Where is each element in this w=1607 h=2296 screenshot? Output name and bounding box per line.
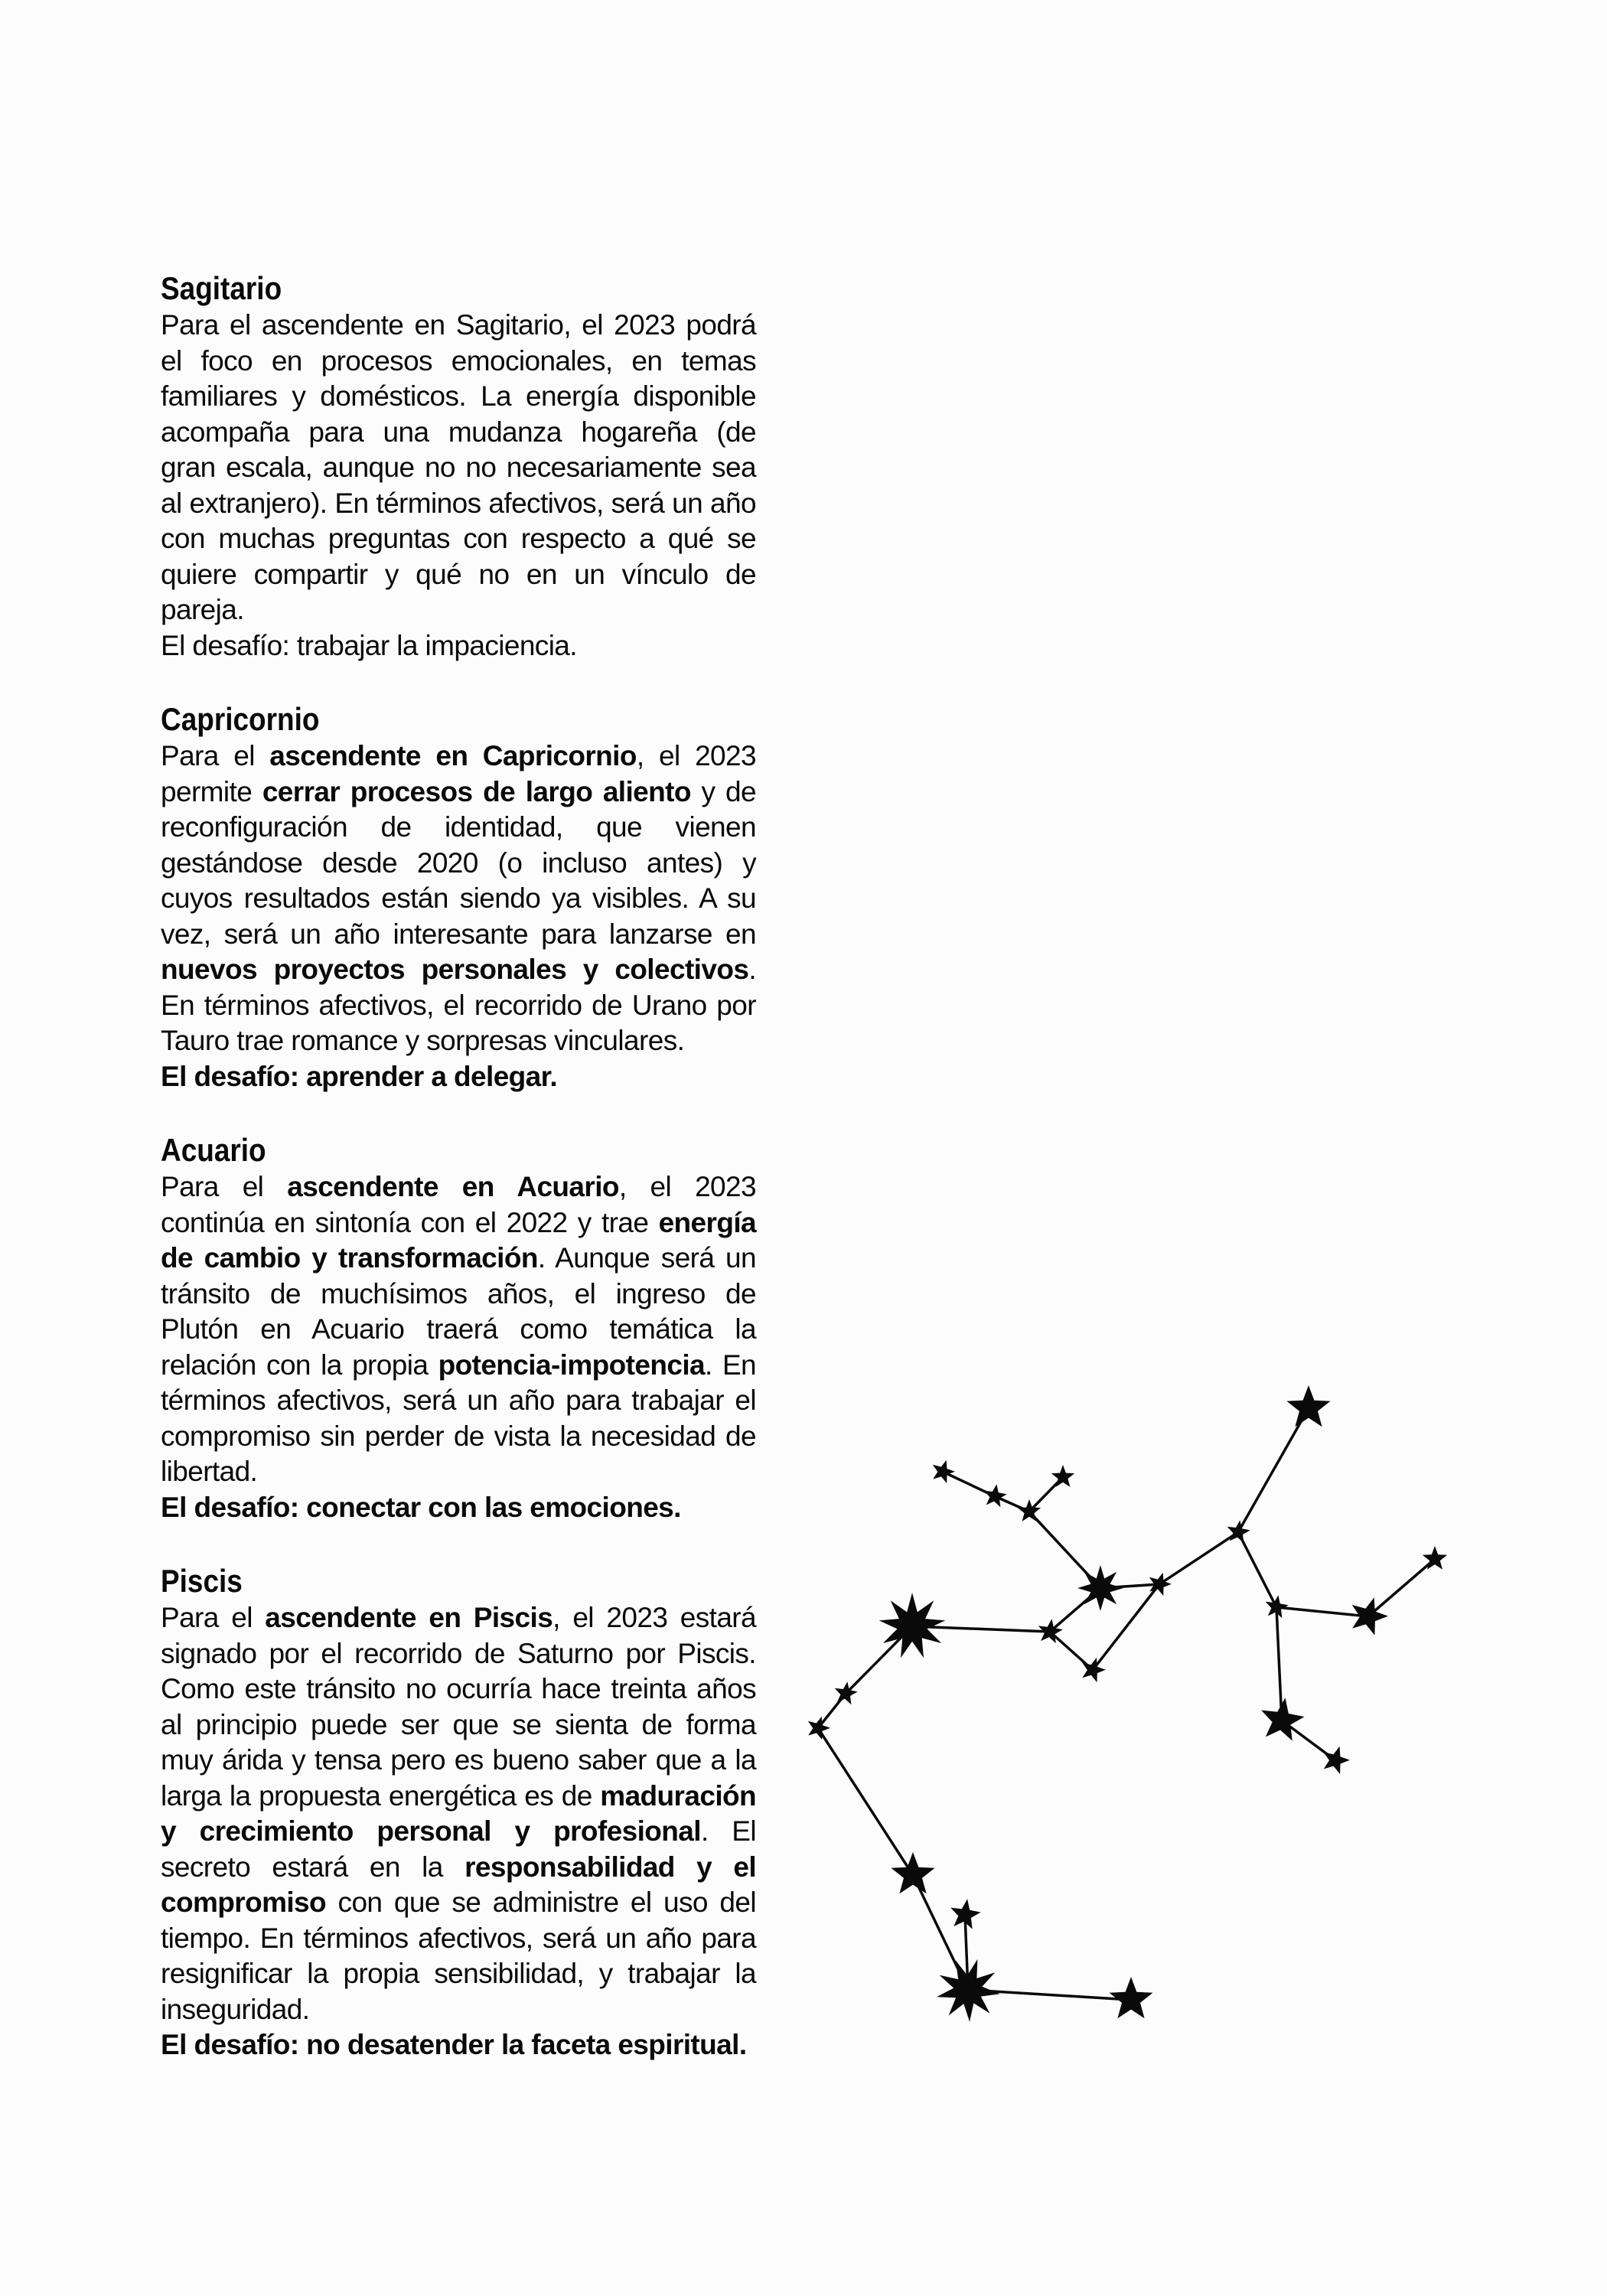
constellation-stars	[808, 1385, 1447, 2022]
section-challenge: El desafío: conectar con las emociones.	[161, 1491, 681, 1523]
section-body: Para el ascendente en Piscis, el 2023 estará signado por el recorrido de Saturno por Piscis. Como este tránsito no ocurría hace treinta años al principio puede ser que se sienta de forma muy árida y tensa pero es bueno saber que a la larga la propuesta energética es de maduración y crecimiento personal y profesional. El secreto estará en la responsabilidad y el compromiso con que se administre el uso del tiempo. En términos afectivos, será un año para resignificar la propia sensibilidad, y trabajar la inseguridad.	[161, 1602, 756, 2025]
star-icon	[1077, 1565, 1123, 1611]
section-challenge: El desafío: aprender a delegar.	[161, 1060, 558, 1092]
section-piscis	[161, 1562, 756, 2063]
star-icon	[892, 1852, 935, 1893]
horoscope-column	[161, 269, 756, 2100]
section-sagitario	[161, 269, 756, 664]
constellation-line	[1238, 1408, 1309, 1532]
star-icon	[933, 1460, 955, 1483]
section-body: Para el ascendente en Capricornio, el 2023 permite cerrar procesos de largo aliento y de reconfiguración de identidad, que vienen gestándose desde 2020 (o incluso antes) y cuyos resultados están siendo ya visibles. A su vez, será un año interesante para lanzarse en nuevos proyectos personales y colectivos. En términos afectivos, el recorrido de Urano por Tauro trae romance y sorpresas vinculares.	[161, 740, 756, 1056]
constellation-line	[1159, 1532, 1238, 1584]
star-icon	[1082, 1658, 1106, 1682]
constellation-line	[1276, 1607, 1368, 1616]
star-icon	[1261, 1698, 1304, 1740]
section-title: Sagitario	[161, 270, 282, 306]
constellation-line	[912, 1626, 1050, 1632]
constellation-line	[1238, 1532, 1276, 1607]
section-body: Para el ascendente en Acuario, el 2023 continúa en sintonía con el 2022 y trae energía de cambio y transformación. Aunque será un tránsito de muchísimos años, el ingreso de Plutón en Acuario traerá como temática la relación con la propia potencia-impotencia. En términos afectivos, será un año para trabajar el compromiso sin perder de vista la necesidad de libertad.	[161, 1171, 757, 1487]
star-icon	[1324, 1746, 1351, 1774]
section-title: Capricornio	[161, 701, 320, 737]
constellation-line	[1276, 1607, 1282, 1720]
section-title: Acuario	[161, 1132, 266, 1168]
section-acuario	[161, 1131, 756, 1525]
section-body: Para el ascendente en Sagitario, el 2023 podrá el foco en procesos emocionales, en temas familiares y domésticos. La energía disponible acompaña para una mudanza hogareña (de gran escala, aunque no no necesariamente sea al extranjero). En términos afectivos, será un año con muchas preguntas con respecto a qué se quiere compartir y qué no en un vínculo de pareja.	[161, 309, 756, 625]
constellation-line	[818, 1728, 913, 1875]
star-icon	[1227, 1520, 1250, 1543]
star-icon	[808, 1717, 830, 1740]
constellation-line	[1368, 1559, 1435, 1616]
section-title: Piscis	[161, 1563, 243, 1599]
star-icon	[1110, 1977, 1153, 2018]
star-icon	[984, 1484, 1007, 1507]
star-icon	[1287, 1385, 1331, 1427]
constellation-lines	[818, 1408, 1435, 2000]
section-capricornio	[161, 700, 756, 1094]
sagittarius-constellation-icon	[781, 1362, 1469, 2051]
section-challenge: El desafío: no desatender la faceta espiritual.	[161, 2029, 747, 2060]
section-challenge: El desafío: trabajar la impaciencia.	[161, 629, 577, 661]
